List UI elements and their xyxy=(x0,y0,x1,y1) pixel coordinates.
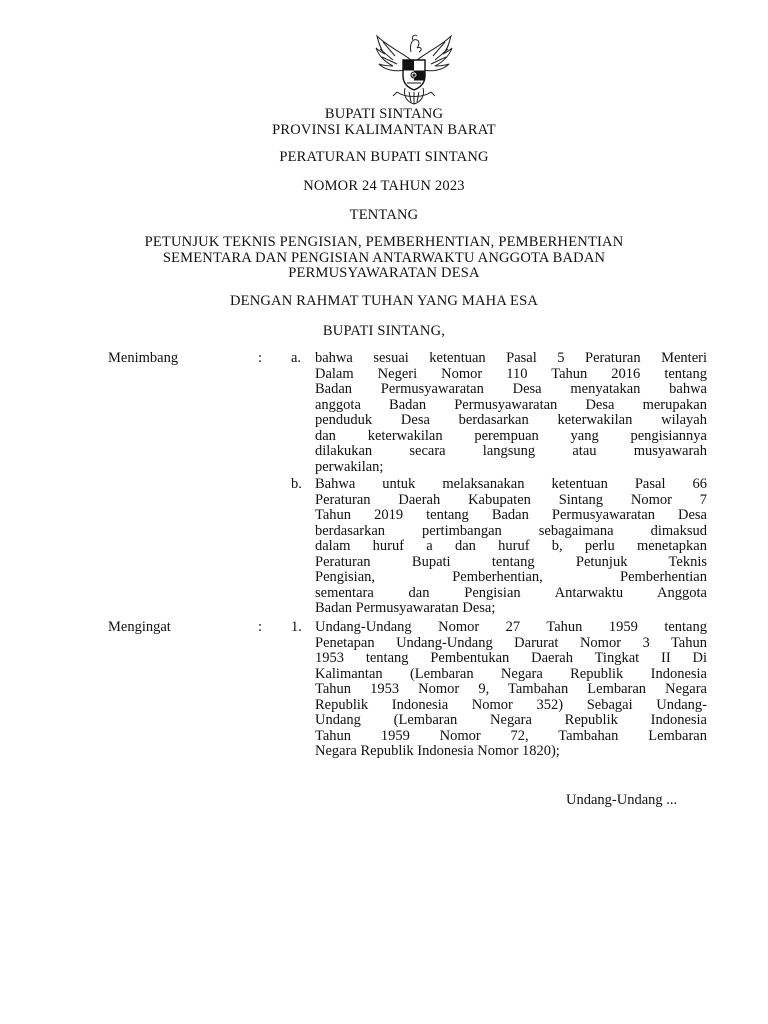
garuda-pancasila-emblem-icon xyxy=(373,30,455,108)
blessing-line: DENGAN RAHMAT TUHAN YANG MAHA ESA xyxy=(229,293,539,309)
menimbang-item-b: Bahwa untuk melaksanakan ketentuan Pasal 66 Peraturan Daerah Kabupaten Sintang Nomor 7 Tahun 2019 tentang Badan Permusyawaratan Desa berdasarkan pertimbangan sebagaimana dimaksud dalam huruf a dan huruf b, perlu menetapkan Peraturan Bupati tentang Petunjuk Teknis Pengisian, Pemberhentian, Pemberhentian sementara dan Pengisian Antarwaktu Anggota Badan Permusyawaratan Desa; xyxy=(315,476,707,616)
issuer-province: PROVINSI KALIMANTAN BARAT xyxy=(272,121,496,138)
item-marker-1: 1. xyxy=(291,619,302,635)
mengingat-label: Mengingat xyxy=(108,619,171,635)
item-marker-a: a. xyxy=(291,350,302,366)
about-heading: TENTANG xyxy=(349,207,419,223)
authority-line: BUPATI SINTANG, xyxy=(322,323,446,339)
menimbang-item-a: bahwa sesuai ketentuan Pasal 5 Peraturan Menteri Dalam Negeri Nomor 110 Tahun 2016 tentang Badan Permusyawaratan Desa menyatakan bahwa anggota Badan Permusyawaratan Desa merupakan penduduk Desa berdasarkan keterwakilan wilayah dan keterwakilan perempuan yang pengisiannya dilakukan secara langsung atau musyawarah perwakilan; xyxy=(315,350,707,475)
next-page-catchword: Undang-Undang ... xyxy=(566,792,678,808)
regulation-subject: PETUNJUK TEKNIS PENGISIAN, PEMBERHENTIAN, PEMBERHENTIAN SEMENTARA DAN PENGISIAN ANTARWAKTU ANGGOTA BADAN PERMUSYAWARATAN DESA xyxy=(144,234,624,281)
mengingat-colon: : xyxy=(258,619,263,635)
issuer-title: BUPATI SINTANG xyxy=(324,106,444,122)
item-marker-b: b. xyxy=(291,476,302,492)
menimbang-label: Menimbang xyxy=(108,350,179,366)
issuer-header xyxy=(0,107,768,138)
mengingat-item-1: Undang-Undang Nomor 27 Tahun 1959 tentang Penetapan Undang-Undang Darurat Nomor 3 Tahun 1953 tentang Pembentukan Daerah Tingkat II Di Kalimantan (Lembaran Negara Republik Indonesia Tahun 1953 Nomor 9, Tambahan Lembaran Negara Republik Indonesia Nomor 352) Sebagai Undang- Undang (Lembaran Negara Republik Indonesia Tahun 1959 Nomor 72, Tambahan Lembaran Negara Republik Indonesia Nomor 1820); xyxy=(315,619,707,759)
regulation-title: PERATURAN BUPATI SINTANG xyxy=(279,149,489,165)
menimbang-colon: : xyxy=(258,350,263,366)
regulation-number: NOMOR 24 TAHUN 2023 xyxy=(303,178,465,194)
